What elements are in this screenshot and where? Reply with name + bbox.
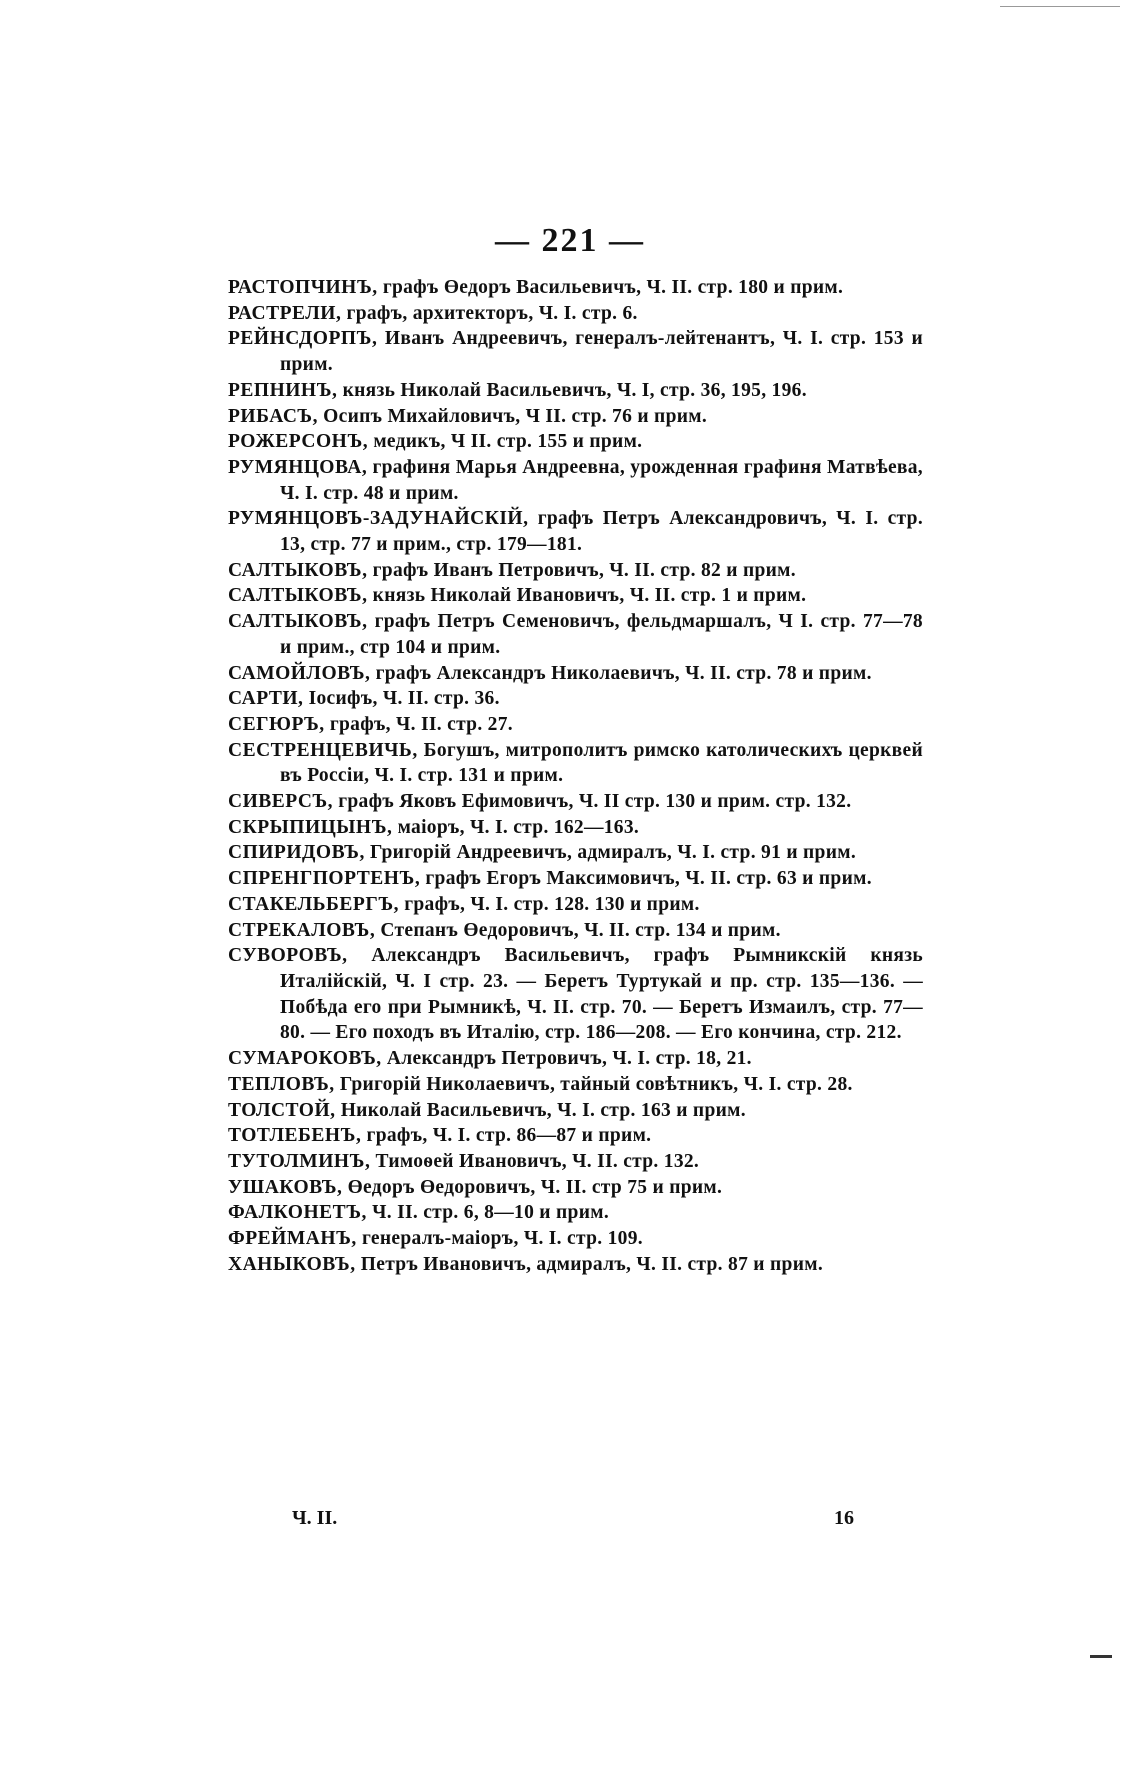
index-entry <box>228 712 923 738</box>
entry-description: генералъ-маіоръ, Ч. I. стр. 109. <box>361 1228 643 1250</box>
entry-name: СПИРИДОВЪ, <box>228 842 365 864</box>
entry-description: графъ, Ч. I. стр. 86—87 и прим. <box>366 1125 652 1147</box>
entry-name: САЛТЫКОВЪ, <box>228 611 368 633</box>
scan-mark-top-right <box>1000 6 1120 7</box>
entry-description: Николай Васильевичъ, Ч. I. стр. 163 и прим. <box>340 1099 746 1121</box>
index-entry <box>228 609 923 660</box>
entry-description: графъ, Ч. II. стр. 27. <box>329 713 513 735</box>
index-entry <box>228 815 923 841</box>
index-entry <box>228 583 923 609</box>
index-entry <box>228 378 923 404</box>
entry-description: Иванъ Андреевичъ, генералъ-лейтенантъ, Ч. I. стр. 153 и прим. <box>280 328 923 376</box>
scan-mark-bottom-right <box>1090 1655 1112 1658</box>
entry-name: ТОТЛЕБЕНЪ, <box>228 1125 362 1147</box>
entry-name: РУМЯНЦОВЪ-ЗАДУНАЙСКІЙ, <box>228 508 529 530</box>
entry-description: графъ Өедоръ Васильевичъ, Ч. II. стр. 180 и прим. <box>382 277 844 298</box>
entry-name: РЕЙНСДОРПЪ, <box>228 328 378 350</box>
index-entry <box>228 943 923 1046</box>
index-entry <box>228 275 923 301</box>
index-entry <box>228 1252 923 1278</box>
index-entry <box>228 404 923 430</box>
index-entry <box>228 1200 923 1226</box>
entry-name: РАСТРЕЛИ, <box>228 302 342 324</box>
entry-description: Григорій Николаевичъ, тайный совѣтникъ, Ч. I. стр. 28. <box>339 1073 853 1095</box>
entry-name: СКРЫПИЦЫНЪ, <box>228 816 393 838</box>
index-entry <box>228 301 923 327</box>
index-entry <box>228 1149 923 1175</box>
index-entry <box>228 918 923 944</box>
index-entry <box>228 1098 923 1124</box>
page-number: — 221 — <box>495 222 645 259</box>
entry-description: Тимоѳей Ивановичъ, Ч. II. стр. 132. <box>375 1150 700 1172</box>
entry-name: РОЖЕРСОНЪ, <box>228 431 369 453</box>
entry-name: ТОЛСТОЙ, <box>228 1099 336 1121</box>
entry-name: СУМАРОКОВЪ, <box>228 1048 382 1070</box>
index-entry <box>228 661 923 687</box>
index-entry <box>228 455 923 506</box>
entry-description: графъ Александръ Николаевичъ, Ч. II. стр. 78 и прим. <box>375 662 872 684</box>
entry-name: ТУТОЛМИНЪ, <box>228 1150 371 1172</box>
sheet-number: 16 <box>834 1507 854 1529</box>
entry-name: УШАКОВЪ, <box>228 1176 343 1198</box>
entry-description: графъ Егоръ Максимовичъ, Ч. II. стр. 63 и прим. <box>425 868 872 890</box>
entry-description: графъ Петръ Александровичъ, Ч. I. стр. 13, стр. 77 и прим., стр. 179—181. <box>280 508 923 556</box>
entry-name: РИБАСЪ, <box>228 405 318 427</box>
index-entry <box>228 1175 923 1201</box>
entry-description: графъ Яковъ Ефимовичъ, Ч. II стр. 130 и прим. стр. 132. <box>338 791 852 813</box>
entry-description: Александръ Петровичъ, Ч. I. стр. 18, 21. <box>386 1048 752 1070</box>
entry-description: Осипъ Михайловичъ, Ч II. стр. 76 и прим. <box>323 405 708 427</box>
entry-description: Степанъ Өедоровичъ, Ч. II. стр. 134 и прим. <box>380 919 781 941</box>
entry-description: графъ, архитекторъ, Ч. I. стр. 6. <box>346 302 638 324</box>
entry-name: СЕГЮРЪ, <box>228 713 325 735</box>
entry-description: Ч. II. стр. 6, 8—10 и прим. <box>372 1202 609 1224</box>
entry-name: СУВОРОВЪ, <box>228 945 348 967</box>
entry-name: САРТИ, <box>228 688 304 710</box>
entry-description: маіоръ, Ч. I. стр. 162—163. <box>397 816 640 838</box>
entry-description: Іосифъ, Ч. II. стр. 36. <box>308 688 500 710</box>
entry-name: СПРЕНГПОРТЕНЪ, <box>228 868 421 890</box>
entry-name: ФРЕЙМАНЪ, <box>228 1228 357 1250</box>
entry-description: графъ, Ч. I. стр. 128. 130 и прим. <box>404 893 700 915</box>
volume-signature: Ч. II. <box>292 1507 338 1529</box>
entry-name: СИВЕРСЪ, <box>228 791 334 813</box>
index-entry <box>228 429 923 455</box>
entry-description: князь Николай Ивановичъ, Ч. II. стр. 1 и прим. <box>372 585 807 607</box>
entry-description: Өедоръ Өедоровичъ, Ч. II. стр 75 и прим. <box>347 1176 723 1198</box>
entry-description: Григорій Андреевичъ, адмиралъ, Ч. I. стр. 91 и прим. <box>370 842 856 864</box>
entry-description: Александръ Васильевичъ, графъ Рымникскій князь Италійскій, Ч. I стр. 23. — Беретъ Туртукай и пр. стр. 135—136. — Побѣда его при Рымникѣ, Ч. II. стр. 70. — Беретъ Измаилъ, стр. 77—80. — Его походъ въ Италію, стр. 186—208. — Его кончина, стр. 212. <box>280 945 923 1044</box>
entry-description: Богушъ, митрополитъ римско католическихъ церквей въ Россіи, Ч. I. стр. 131 и прим. <box>280 739 923 787</box>
index-entry <box>228 840 923 866</box>
entry-name: САМОЙЛОВЪ, <box>228 662 371 684</box>
index-entry <box>228 1226 923 1252</box>
entry-name: ХАНЫКОВЪ, <box>228 1253 356 1275</box>
entry-description: графъ Иванъ Петровичъ, Ч. II. стр. 82 и прим. <box>372 559 796 581</box>
entry-name: СТРЕКАЛОВЪ, <box>228 919 376 941</box>
index-entry <box>228 686 923 712</box>
entry-description: князь Николай Васильевичъ, Ч. I, стр. 36, 195, 196. <box>342 379 807 401</box>
entry-description: Петръ Ивановичъ, адмиралъ, Ч. II. стр. 87 и прим. <box>360 1253 823 1275</box>
index-entry <box>228 892 923 918</box>
index-entry <box>228 789 923 815</box>
entry-name: САЛТЫКОВЪ, <box>228 585 368 607</box>
index-entry <box>228 1123 923 1149</box>
entry-name: СЕСТРЕНЦЕВИЧЬ, <box>228 739 418 761</box>
entry-description: графъ Петръ Семеновичъ, фельдмаршалъ, Ч I. стр. 77—78 и прим., стр 104 и прим. <box>280 611 923 658</box>
entry-name: САЛТЫКОВЪ, <box>228 559 368 581</box>
entry-description: графиня Марья Андреевна, урожденная графиня Матвѣева, Ч. I. стр. 48 и прим. <box>280 456 923 504</box>
entry-name: ФАЛКОНЕТЪ, <box>228 1202 367 1224</box>
entry-name: СТАКЕЛЬБЕРГЪ, <box>228 893 400 915</box>
index-entry <box>228 506 923 557</box>
index-entry <box>228 866 923 892</box>
entry-name: ТЕПЛОВЪ, <box>228 1073 335 1095</box>
index-entry <box>228 1046 923 1072</box>
entry-name: РУМЯНЦОВА, <box>228 456 368 478</box>
index-entry <box>228 558 923 584</box>
entry-name: РЕПНИНЪ, <box>228 379 338 401</box>
index-entry <box>228 326 923 377</box>
index-entry <box>228 738 923 789</box>
entry-name: РАСТОПЧИНЪ, <box>228 277 378 298</box>
entry-description: медикъ, Ч II. стр. 155 и прим. <box>373 431 643 453</box>
name-index-list <box>228 275 923 1277</box>
index-entry <box>228 1072 923 1098</box>
